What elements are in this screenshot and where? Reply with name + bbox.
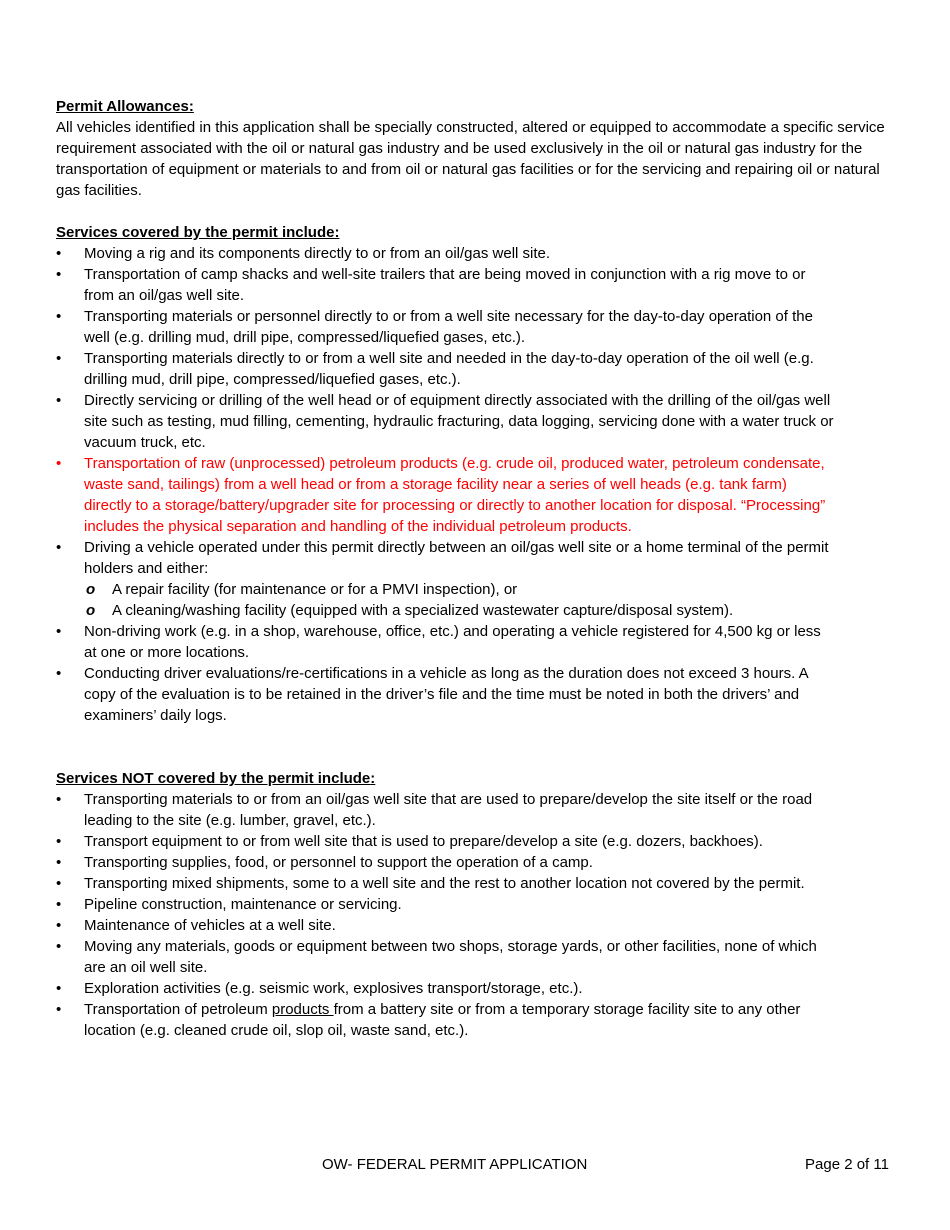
list-item: • Pipeline construction, maintenance or servicing. bbox=[56, 894, 834, 915]
list-item: • Moving any materials, goods or equipment between two shops, storage yards, or other facilities, none of which are an oil well site. bbox=[56, 936, 834, 978]
not-covered-heading-text: Services NOT covered by the permit include bbox=[56, 770, 371, 787]
covered-heading: Services covered by the permit include: bbox=[56, 224, 340, 241]
list-item: • Transportation of camp shacks and well-site trailers that are being moved in conjunction with a rig move to or from an oil/gas well site. bbox=[56, 264, 834, 306]
document-page bbox=[56, 96, 896, 1041]
sub-list bbox=[84, 579, 834, 621]
not-covered-list bbox=[56, 789, 896, 1041]
list-item: • Transporting materials or personnel directly to or from a well site necessary for the day-to-day operation of the well (e.g. drilling mud, drill pipe, compressed/liquefied gases, etc.). bbox=[56, 306, 834, 348]
allowances-heading: Permit Allowances: bbox=[56, 98, 194, 115]
list-item-highlighted: • Transportation of raw (unprocessed) petroleum products (e.g. crude oil, produced water, petroleum condensate, waste sand, tailings) from a well head or from a storage facility near a series of well heads (e.g. tank farm) directly to a storage/battery/upgrader site for processing or directly to another location for disposal. “Processing” includes the physical separation and handling of the individual petroleum products. bbox=[56, 453, 834, 537]
heading-colon: : bbox=[370, 770, 376, 787]
list-item: • Non-driving work (e.g. in a shop, warehouse, office, etc.) and operating a vehicle registered for 4,500 kg or less at one or more locations. bbox=[56, 621, 834, 663]
list-item: • Maintenance of vehicles at a well site. bbox=[56, 915, 834, 936]
list-item: • Transporting materials to or from an oil/gas well site that are used to prepare/develop the site itself or the road leading to the site (e.g. lumber, gravel, etc.). bbox=[56, 789, 834, 831]
underlined-word: products bbox=[271, 1001, 334, 1018]
sub-list-item: o A repair facility (for maintenance or for a PMVI inspection), or bbox=[84, 579, 834, 600]
list-item-text: Driving a vehicle operated under this permit directly between an oil/gas well site or a home terminal of the permit holders and either: bbox=[84, 539, 829, 577]
sub-list-item: o A cleaning/washing facility (equipped with a specialized wastewater capture/disposal system). bbox=[84, 600, 834, 621]
list-item: • Exploration activities (e.g. seismic work, explosives transport/storage, etc.). bbox=[56, 978, 834, 999]
list-item bbox=[56, 999, 834, 1041]
allowances-paragraph: All vehicles identified in this application shall be specially constructed, altered or equipped to accommodate a specific service requirement associated with the oil or natural gas industry and be used exclusively in the oil or natural gas industry for the transportation of equipment or materials to and from oil or natural gas facilities or for the servicing and repairing oil or natural gas facilities. bbox=[56, 119, 885, 199]
list-item: • Transporting materials directly to or from a well site and needed in the day-to-day operation of the oil well (e.g. drilling mud, drill pipe, compressed/liquefied gases, etc.). bbox=[56, 348, 834, 390]
not-covered-heading bbox=[56, 768, 896, 789]
list-item-with-subitems bbox=[56, 537, 834, 621]
list-item: • Transport equipment to or from well site that is used to prepare/develop a site (e.g. dozers, backhoes). bbox=[56, 831, 834, 852]
list-item: • Transporting supplies, food, or personnel to support the operation of a camp. bbox=[56, 852, 834, 873]
list-item: • Moving a rig and its components directly to or from an oil/gas well site. bbox=[56, 243, 834, 264]
list-item-text-before: Transportation of petroleum bbox=[84, 1001, 272, 1018]
page-number: Page 2 of 11 bbox=[805, 1156, 889, 1173]
list-item: • Directly servicing or drilling of the well head or of equipment directly associated with the drilling of the oil/gas well site such as testing, mud filling, cementing, hydraulic fracturing, data logging, servicing done with a water truck or vacuum truck, etc. bbox=[56, 390, 834, 453]
list-item: • Conducting driver evaluations/re-certifications in a vehicle as long as the duration does not exceed 3 hours. A copy of the evaluation is to be retained in the driver’s file and the time must be noted in both the drivers’ and examiners’ daily logs. bbox=[56, 663, 834, 726]
list-item-text-after: from a battery site or from a temporary storage facility site to any other location (e.g. cleaned crude oil, slop oil, waste sand, etc.). bbox=[84, 1001, 801, 1039]
covered-list bbox=[56, 243, 896, 726]
list-item: • Transporting mixed shipments, some to a well site and the rest to another location not covered by the permit. bbox=[56, 873, 834, 894]
footer-title: OW- FEDERAL PERMIT APPLICATION bbox=[322, 1156, 588, 1173]
